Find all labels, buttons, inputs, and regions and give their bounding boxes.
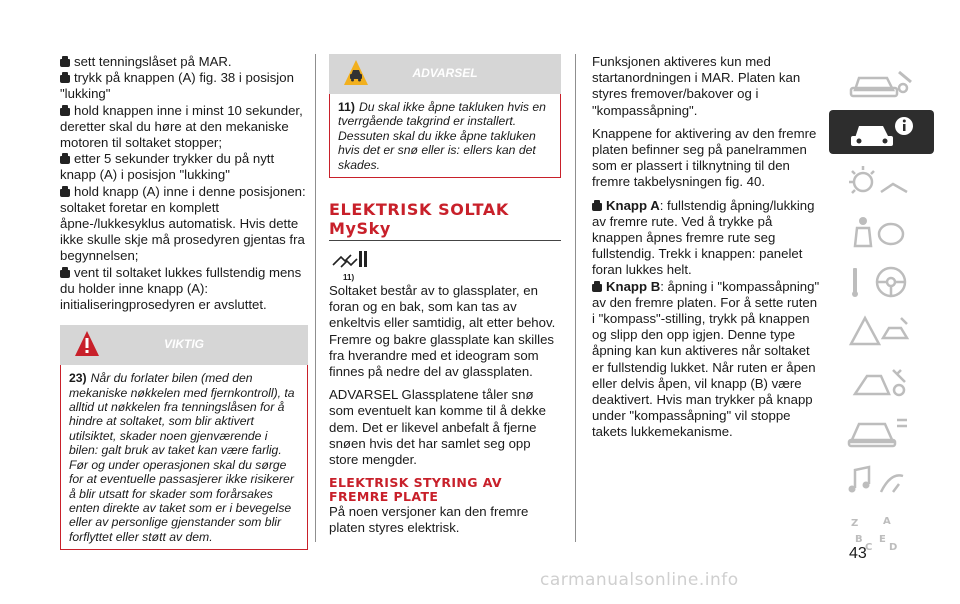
tab-maintenance[interactable] bbox=[829, 360, 934, 404]
tab-safety[interactable] bbox=[829, 210, 934, 254]
watermark: carmanualsonline.info bbox=[540, 570, 739, 590]
warning-text: Du skal ikke åpne takluken hvis en tverrgående takgrind er installert. Dessuten skal du ikke åpne takluken hvis det er snø eller is: ellers kan det skades. bbox=[338, 100, 546, 172]
car-dashboard-icon bbox=[841, 62, 921, 102]
warning-lights-icon bbox=[841, 162, 921, 202]
column-divider bbox=[315, 54, 316, 542]
steering-wheel-icon bbox=[841, 262, 921, 302]
warning-body bbox=[329, 94, 561, 178]
notice-body bbox=[60, 365, 308, 550]
step-bullet-icon bbox=[60, 75, 70, 83]
notice-header bbox=[60, 325, 308, 365]
step-bullet-icon bbox=[60, 108, 70, 116]
procedure-step: sett tenningslåset på MAR. bbox=[60, 54, 308, 70]
key-description: Knapp A: fullstendig åpning/lukking av fremre rute. Ved å trykke på knappen åpnes fremre rute seg fullstendig. Trekk i knappen: panelet foran lukkes helt. bbox=[592, 197, 815, 278]
left-column bbox=[60, 54, 308, 550]
column-divider bbox=[575, 54, 576, 542]
notice-text: Når du forlater bilen (med den mekaniske nøkkelen med fjernkontroll), ta alltid ut nøkkelen fra tenningslåsen for å hindre at soltaket, som blir aktivert utilsiktet, skader noen gjenværende i bilen: galt bruk av taket kan være farlig. Før og under operasjonen skal du sørge for at eventuelle passasjerer ikke risikerer å blir utsatt for skader som forårsakes enten direkte av taket som er i bevegelse eller av personlige gjenstander som blir forflyttet eller støtt av dem. bbox=[69, 371, 295, 544]
svg-text:A: A bbox=[883, 516, 891, 527]
heading-rule bbox=[329, 240, 561, 241]
step-bullet-icon bbox=[60, 270, 70, 278]
icon-reference: 11) bbox=[343, 273, 355, 283]
right-column bbox=[592, 54, 822, 441]
warning-label: ADVARSEL bbox=[412, 66, 478, 80]
tab-specifications[interactable] bbox=[829, 410, 934, 454]
warning-number: 11) bbox=[338, 100, 355, 114]
procedure-step: hold knapp (A) inne i denne posisjonen: soltaket foretar en komplett åpne-/lukkesyklus automatisk. Hvis dette ikke skulle skje må prosedyren gjentas fra begynnelsen; bbox=[60, 183, 306, 264]
tab-driving[interactable] bbox=[829, 260, 934, 304]
car-info-icon bbox=[841, 112, 921, 152]
page-number: 43 bbox=[849, 545, 867, 562]
tab-emergency[interactable] bbox=[829, 310, 934, 354]
sunroof-glass-icon bbox=[331, 249, 371, 271]
procedure-step: vent til soltaket lukkes fullstendig mens du holder inne knapp (A): initialiseringprosedyren er avsluttet. bbox=[60, 264, 302, 313]
step-bullet-icon bbox=[60, 189, 70, 197]
svg-text:C: C bbox=[865, 542, 873, 552]
specifications-icon bbox=[841, 412, 921, 452]
tab-multimedia[interactable] bbox=[829, 460, 934, 504]
procedure-step: etter 5 sekunder trykker du på nytt knapp (A) i posisjon "lukking" bbox=[60, 151, 275, 183]
maintenance-tools-icon bbox=[841, 362, 921, 402]
warning-box bbox=[329, 54, 561, 178]
multimedia-icon bbox=[841, 462, 921, 502]
middle-column bbox=[329, 54, 561, 537]
feature-icon-row bbox=[329, 249, 561, 283]
body-paragraph: På noen versjoner kan den fremre platen styres elektrisk. bbox=[329, 504, 529, 536]
notice-box bbox=[60, 325, 308, 550]
section-heading: ELEKTRISK SOLTAK MySky bbox=[329, 200, 509, 239]
svg-text:Z: Z bbox=[851, 518, 859, 529]
body-paragraph: Knappene for aktivering av den fremre platen befinner seg på panelrammen som er plassert i tilknytning til den fremre takbelysningen fig. 40. bbox=[592, 125, 817, 190]
tab-warning-lights[interactable] bbox=[829, 160, 934, 204]
step-bullet-icon bbox=[592, 284, 602, 292]
subsection-heading: ELEKTRISK STYRING AV FREMRE PLATE bbox=[329, 475, 503, 505]
warning-header bbox=[329, 54, 561, 94]
tab-car-info[interactable] bbox=[829, 110, 934, 154]
tab-index[interactable] bbox=[829, 510, 934, 554]
step-bullet-icon bbox=[60, 156, 70, 164]
body-paragraph: ADVARSEL Glassplatene tåler snø som eventuelt kan komme til å dekke dem. Det er likevel anbefalt å fjerne snøen hvis det har samlet seg opp store mengder. bbox=[329, 387, 546, 468]
safety-airbag-icon bbox=[841, 212, 921, 252]
key-description: Knapp B: åpning i "kompassåpning" av den fremre platen. For å sette ruten i "kompass"-stilling, trykk på knappen og slipp den opp igjen. Denne type åpning kan kun aktiveres når soltaket er fullstendig lukket. Når ruten er åpen eller delvis åpen, vil knapp (B) være deaktivert. Hvis man trykker på knapp under "kompassåpning" vil stoppe takets lukkemekanisme. bbox=[592, 278, 820, 440]
chapter-tabs bbox=[829, 60, 934, 560]
svg-text:E: E bbox=[879, 534, 886, 545]
procedure-step: trykk på knappen (A) fig. 38 i posisjon "lukking" bbox=[60, 70, 294, 102]
step-bullet-icon bbox=[592, 203, 602, 211]
emergency-triangle-icon bbox=[841, 312, 921, 352]
step-bullet-icon bbox=[60, 59, 70, 67]
procedure-step: hold knappen inne i minst 10 sekunder, deretter skal du høre at den mekaniske motoren til soltaket stopper; bbox=[60, 102, 303, 151]
body-paragraph: Soltaket består av to glassplater, en foran og en bak, som kan tas av enkeltvis eller samtidig, alt etter behov. Fremre og bakre glassplate kan skilles fra hverandre med et ideogram som finnes på nedre del av glassplaten. bbox=[329, 283, 556, 380]
tab-dashboard[interactable] bbox=[829, 60, 934, 104]
body-paragraph: Funksjonen aktiveres kun med startanordningen i MAR. Platen kan styres fremover/bakover og i "kompassåpning". bbox=[592, 54, 801, 118]
svg-text:B: B bbox=[855, 534, 863, 545]
notice-label: VIKTIG bbox=[163, 337, 204, 352]
svg-text:D: D bbox=[889, 542, 898, 552]
notice-number: 23) bbox=[69, 371, 87, 386]
